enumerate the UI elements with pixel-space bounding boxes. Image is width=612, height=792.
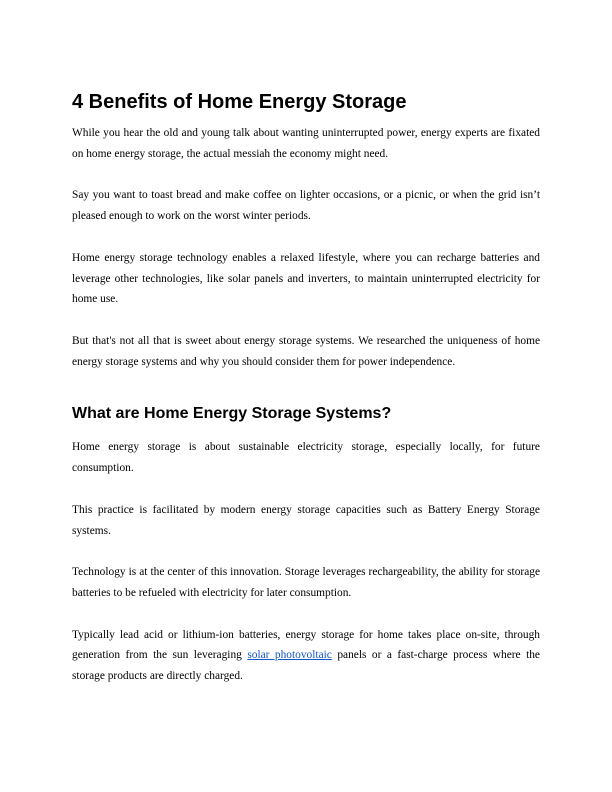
intro-paragraph-2: Say you want to toast bread and make coffee on lighter occasions, or a picnic, or when the grid isn’t pleased enough to work on the worst winter periods. [72, 189, 540, 223]
paragraph-text-before-link: Typically lead acid or lithium-ion batteries, energy storage for home takes place on-site, through generation from the sun leveraging [72, 628, 540, 662]
intro-paragraph-1: While you hear the old and young talk about wanting uninterrupted power, energy experts are fixated on home energy storage, the actual messiah the economy might need. [72, 127, 540, 160]
paragraph-text-after-link: panels or a fast-charge process where the storage products are directly charged. [72, 649, 540, 683]
solar-photovoltaic-link[interactable]: solar photovoltaic [247, 649, 332, 662]
intro-paragraph-3: Home energy storage technology enables a relaxed lifestyle, where you can recharge batteries and leverage other technologies, like solar panels and inverters, to maintain uninterrupted electricity for home use. [72, 251, 540, 306]
article-title: 4 Benefits of Home Energy Storage [72, 91, 407, 113]
article [72, 89, 540, 687]
section-heading: What are Home Energy Storage Systems? [72, 405, 392, 423]
intro-paragraph-4: But that's not all that is sweet about energy storage systems. We researched the uniqueness of home energy storage systems and why you should consider them for power independence. [72, 334, 540, 368]
section-paragraph-2: This practice is facilitated by modern energy storage capacities such as Battery Energy Storage systems. [72, 503, 540, 537]
section-paragraph-1: Home energy storage is about sustainable electricity storage, especially locally, for future consumption. [72, 441, 540, 475]
section-paragraph-3: Technology is at the center of this innovation. Storage leverages rechargeability, the ability for storage batteries to be refueled with electricity for later consumption. [72, 566, 540, 599]
section-paragraph-4 [72, 625, 540, 687]
section-spacer [72, 393, 540, 404]
